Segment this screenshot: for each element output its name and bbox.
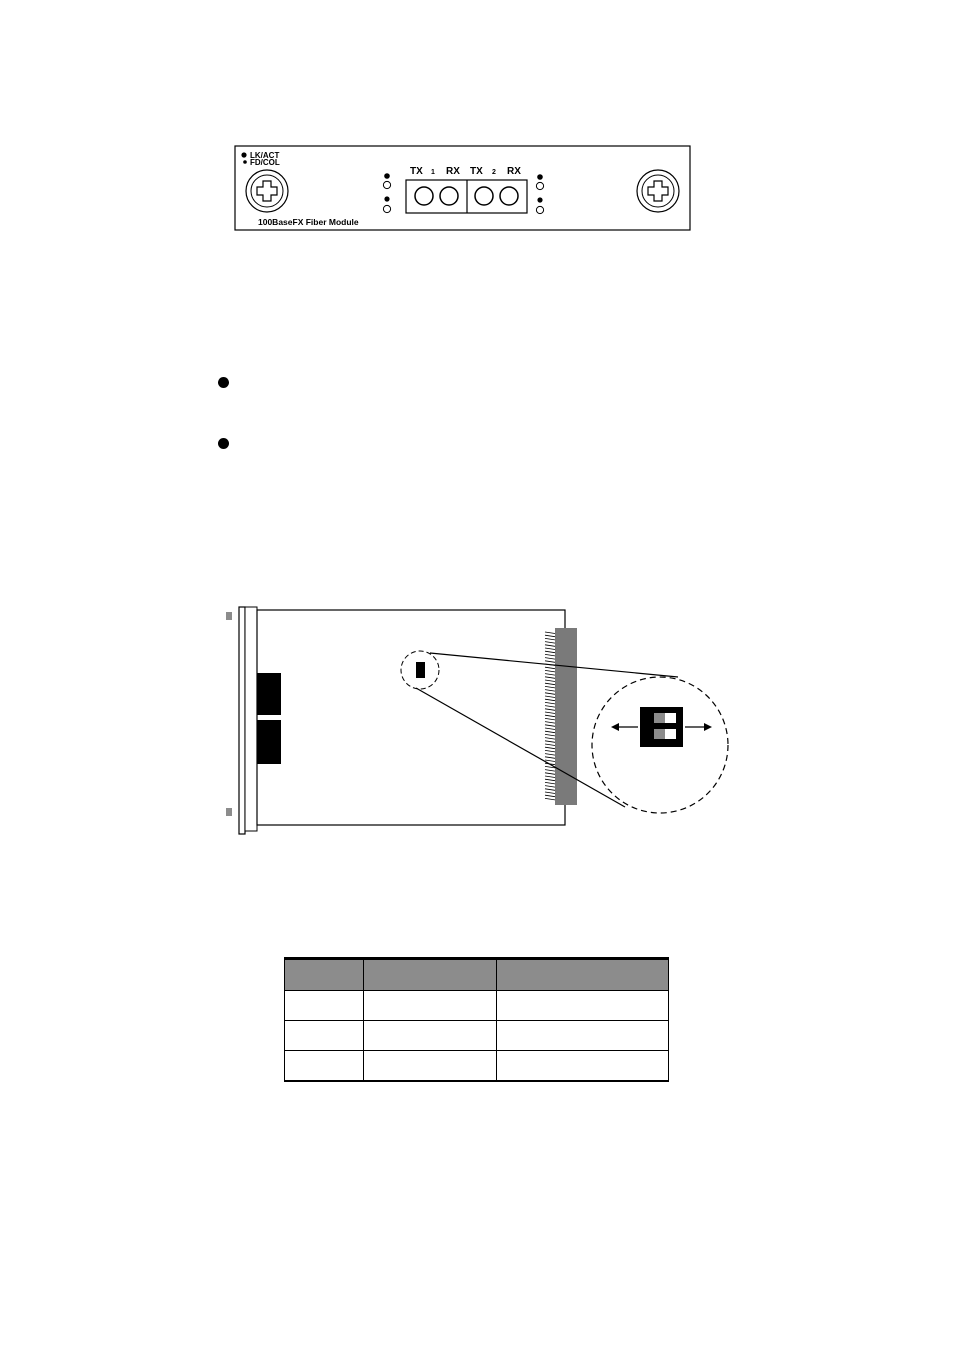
fiber-connector-block xyxy=(406,180,527,213)
left-thumbscrew-icon xyxy=(246,170,288,212)
right-thumbscrew-icon xyxy=(637,170,679,212)
table-cell xyxy=(285,991,364,1021)
module-name-label: 100BaseFX Fiber Module xyxy=(258,217,359,227)
table-cell xyxy=(497,1021,669,1051)
module-board-diagram xyxy=(220,600,735,840)
dip-switch-small xyxy=(416,662,425,678)
table-header-cell xyxy=(364,959,497,991)
table-cell xyxy=(364,991,497,1021)
port2-rx-label: RX xyxy=(507,166,521,177)
port1-tx-label: TX xyxy=(410,166,423,177)
legend-lkact-label: LK/ACT xyxy=(250,151,280,160)
table-cell xyxy=(364,1021,497,1051)
port2-rx-socket-icon xyxy=(500,187,518,205)
legend-fdcol-label: FD/COL xyxy=(250,158,280,167)
table-cell xyxy=(364,1051,497,1082)
port1-number-label: 1 xyxy=(431,169,435,176)
legend-led-filled-icon xyxy=(241,152,246,157)
table-header-cell xyxy=(497,959,669,991)
pcb-board xyxy=(257,610,565,825)
bullet-1 xyxy=(218,377,229,388)
table-row xyxy=(285,991,669,1021)
port1-rx-label: RX xyxy=(446,166,460,177)
fiber-connector-bottom xyxy=(257,720,281,764)
dip-switch-settings-table xyxy=(284,957,669,1082)
table-row xyxy=(285,1051,669,1082)
table-header-row xyxy=(285,959,669,991)
table-header-cell xyxy=(285,959,364,991)
table-cell xyxy=(497,991,669,1021)
bullet-2 xyxy=(218,438,229,449)
port2-tx-label: TX xyxy=(470,166,483,177)
port1-tx-socket-icon xyxy=(415,187,433,205)
fiber-connector-top xyxy=(257,673,281,715)
port1-rx-socket-icon xyxy=(440,187,458,205)
port2-tx-socket-icon xyxy=(475,187,493,205)
table-cell xyxy=(285,1021,364,1051)
table-cell xyxy=(285,1051,364,1082)
table-row xyxy=(285,1021,669,1051)
table-cell xyxy=(497,1051,669,1082)
fiber-module-front-panel xyxy=(230,140,696,236)
top-screw-tab xyxy=(226,612,232,620)
legend-led-small-icon xyxy=(243,160,247,164)
bottom-screw-tab xyxy=(226,808,232,816)
port2-number-label: 2 xyxy=(492,169,496,176)
faceplate xyxy=(239,607,245,834)
